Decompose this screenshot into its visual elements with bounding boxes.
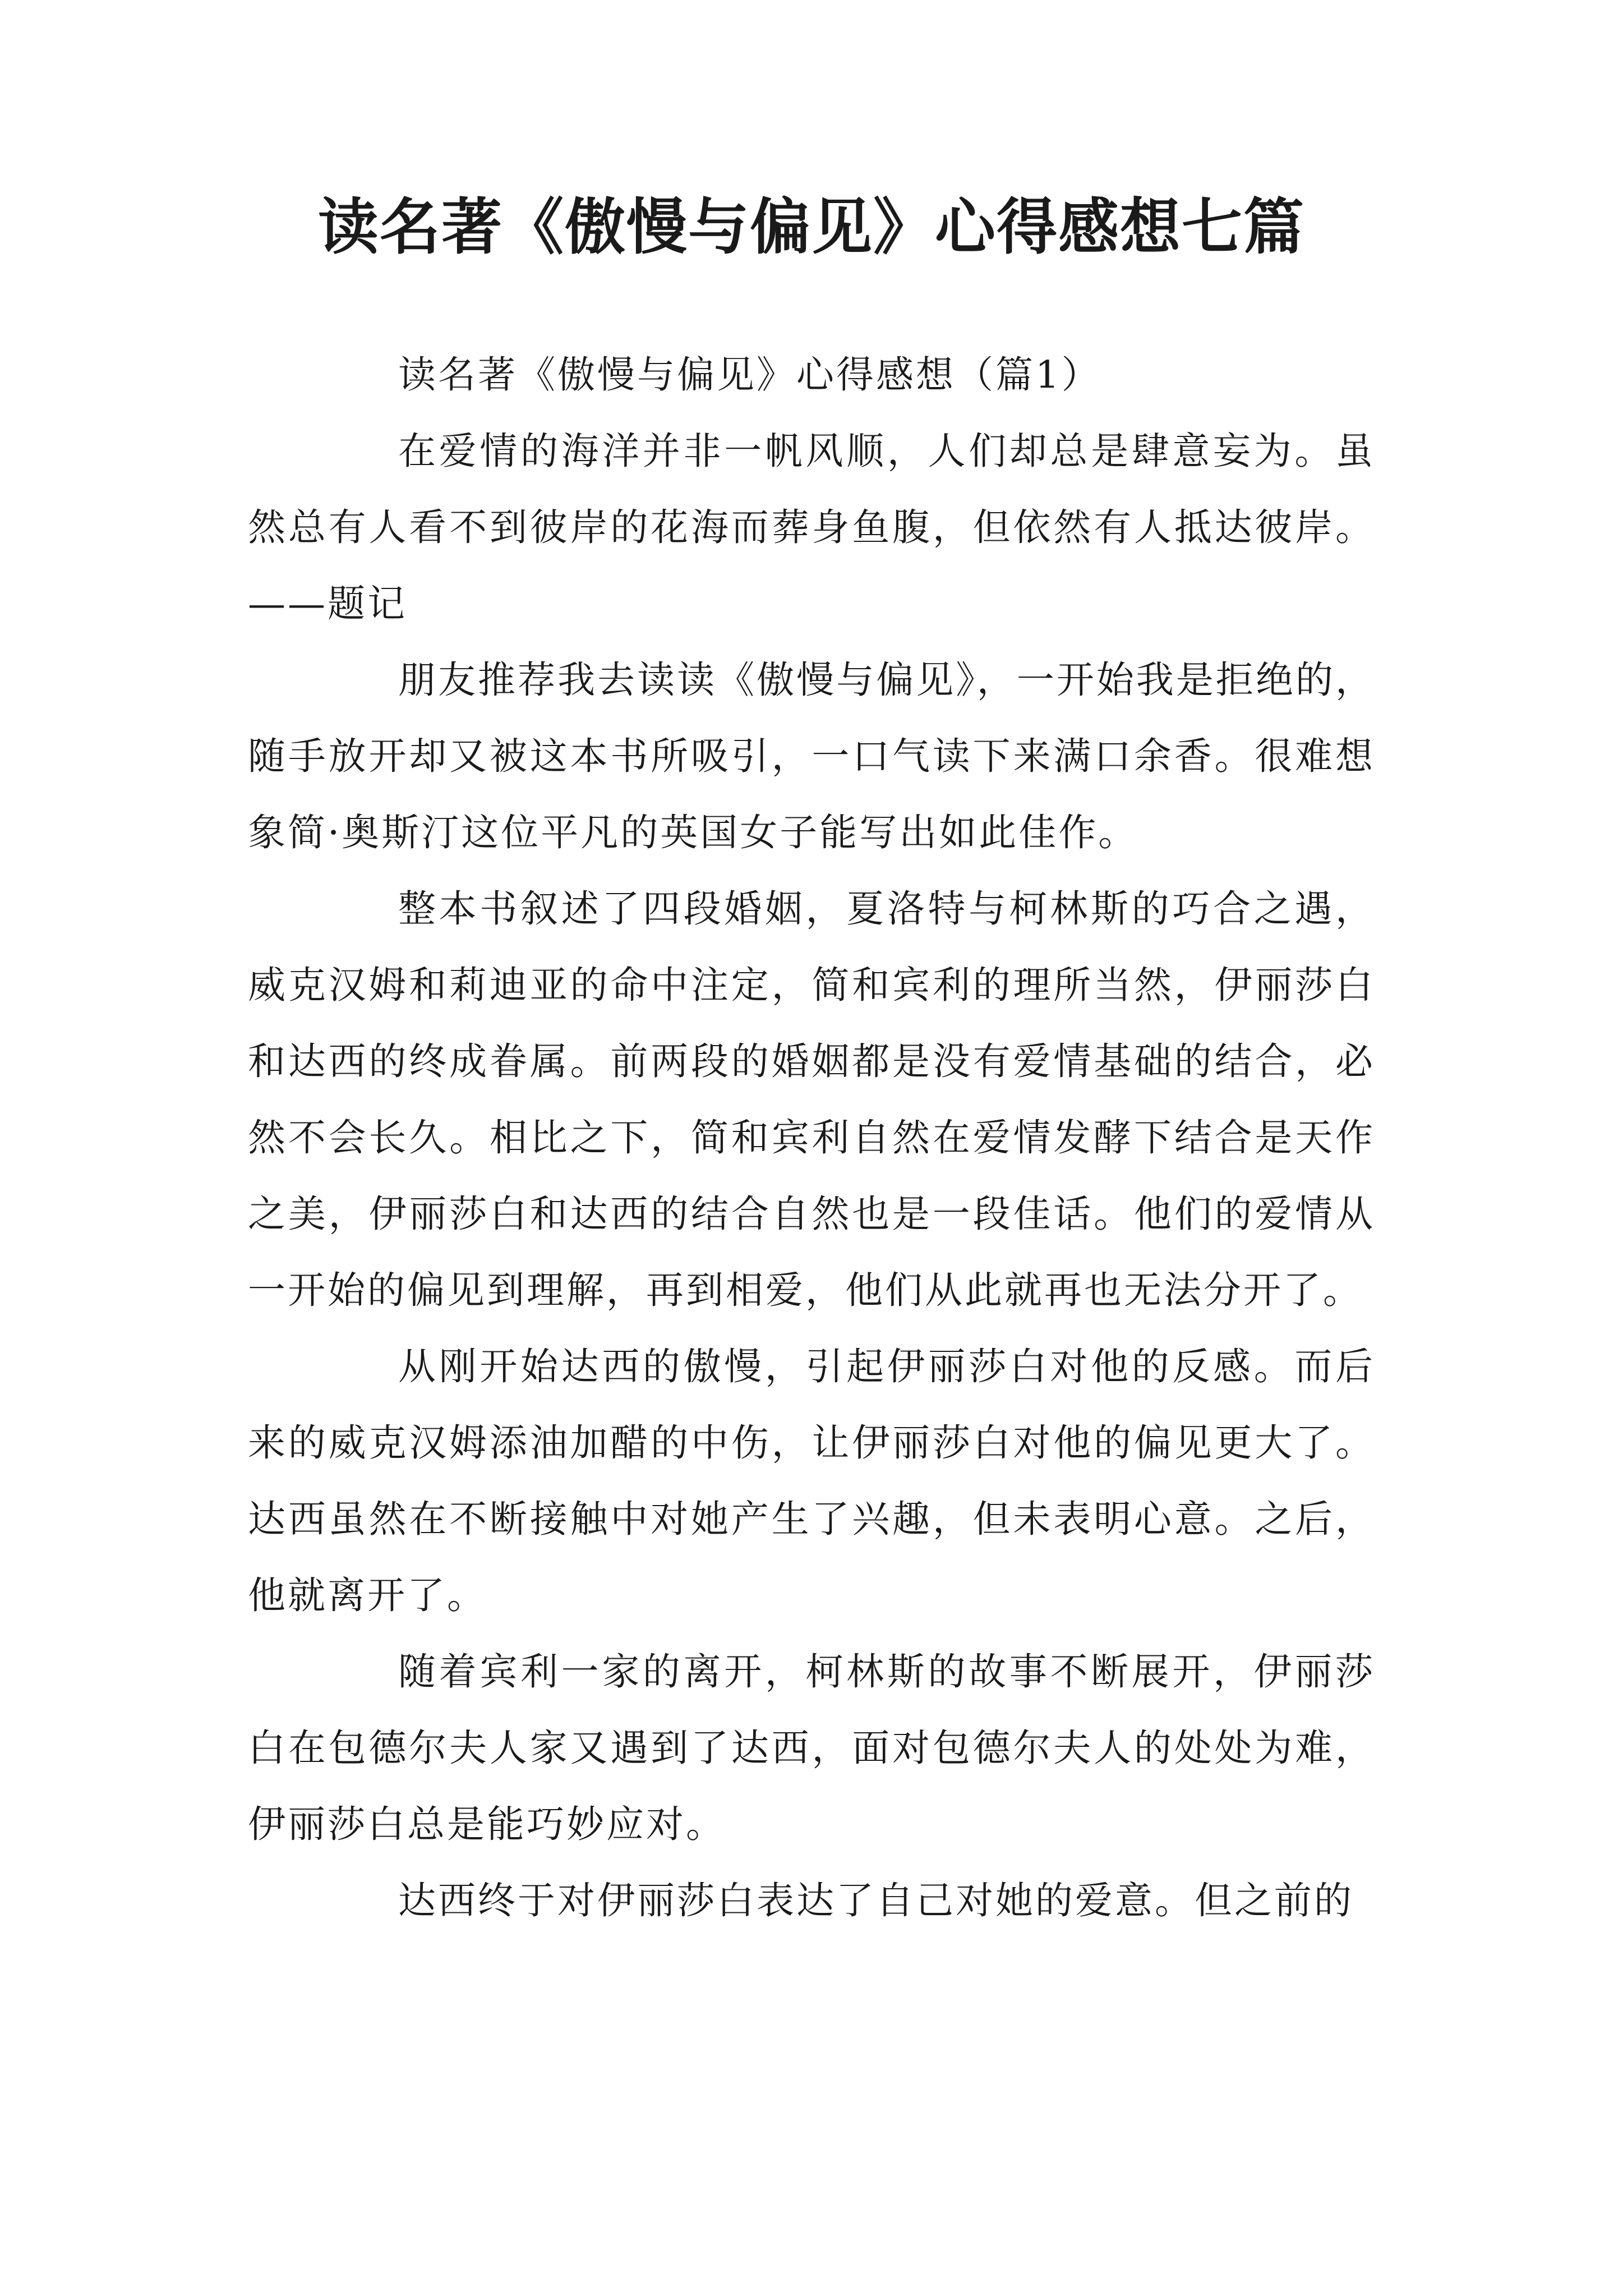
paragraph-heading: 读名著《傲慢与偏见》心得感想（篇1） — [398, 353, 1101, 397]
document-body — [248, 337, 1375, 1939]
paragraph: 从刚开始达西的傲慢，引起伊丽莎白对他的反感。而后来的威克汉姆添油加醋的中伤，让伊丽莎白对他的偏见更大了。达西虽然在不断接触中对她产生了兴趣，但未表明心意。之后，他就离开了。 — [248, 1345, 1375, 1617]
paragraph: 整本书叙述了四段婚姻，夏洛特与柯林斯的巧合之遇，威克汉姆和莉迪亚的命中注定，简和宾利的理所当然，伊丽莎白和达西的终成眷属。前两段的婚姻都是没有爱情基础的结合，必然不会长久。相比之下，简和宾利自然在爱情发酵下结合是天作之美，伊丽莎白和达西的结合自然也是一段佳话。他们的爱情从一开始的偏见到理解，再到相爱，他们从此就再也无法分开了。 — [248, 887, 1375, 1312]
paragraph: 随着宾利一家的离开，柯林斯的故事不断展开，伊丽莎白在包德尔夫人家又遇到了达西，面对包德尔夫人的处处为难，伊丽莎白总是能巧妙应对。 — [248, 1650, 1375, 1846]
document-title: 读名著《傲慢与偏见》心得感想七篇 — [317, 192, 1305, 263]
paragraph: 达西终于对伊丽莎白表达了自己对她的爱意。但之前的 — [398, 1879, 1354, 1922]
paragraph: 在爱情的海洋并非一帆风顺，人们却总是肆意妄为。虽然总有人看不到彼岸的花海而葬身鱼腹，但依然有人抵达彼岸。——题记 — [248, 429, 1375, 625]
paragraph: 朋友推荐我去读读《傲慢与偏见》，一开始我是拒绝的，随手放开却又被这本书所吸引，一口气读下来满口余香。很难想象简·奥斯汀这位平凡的英国女子能写出如此佳作。 — [248, 658, 1375, 854]
